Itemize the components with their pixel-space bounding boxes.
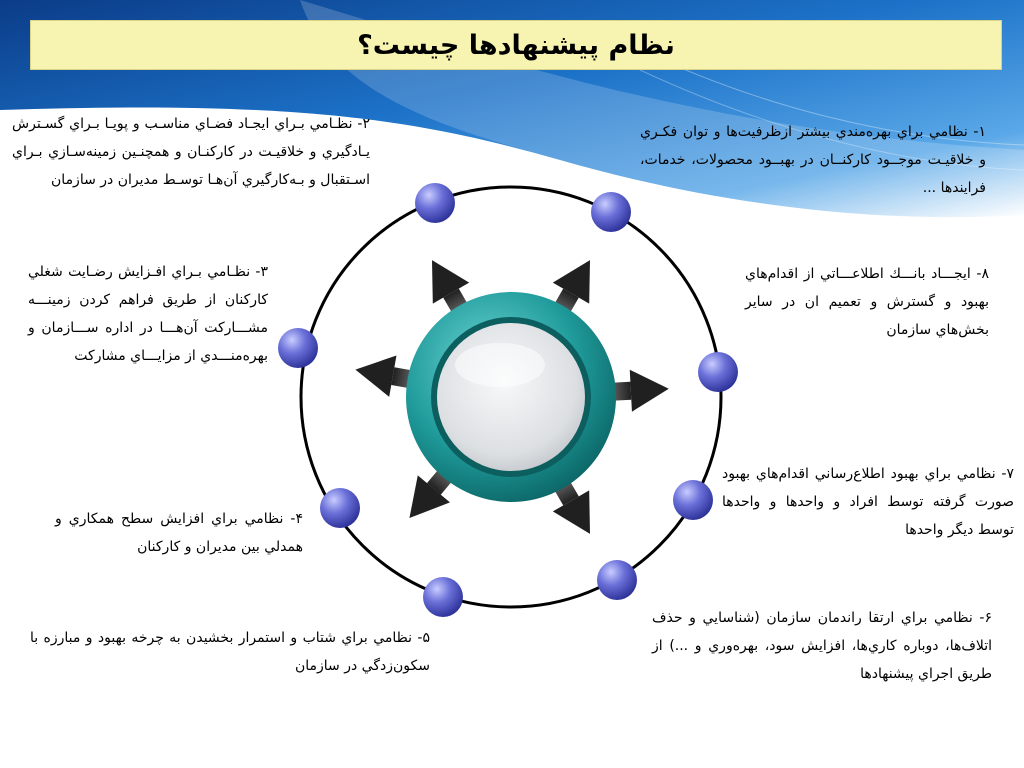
node-1 bbox=[591, 192, 631, 232]
item-4-text: ۴- نظامي براي افزايش سطح همكاري و همدلي بين مديران و كاركنان bbox=[55, 511, 303, 555]
node-2 bbox=[415, 183, 455, 223]
item-7-text: ۷- نظامي براي بهبود اطلاع‌رساني اقدام‌هاي بهبود صورت گرفته توسط افراد و واحدها و واحدها توسط ديگر واحدها bbox=[722, 466, 1014, 538]
node-6 bbox=[597, 560, 637, 600]
item-1-text: ۱- نظامي براي بهره‌مندي بيشتر ازظرفيت‌ها و توان فكـري و خلاقيـت موجــود كاركنــان در بهبــود محصولات، خدمات، فرايندها ... bbox=[640, 124, 986, 196]
page-title: نظام پيشنهادها چيست؟ bbox=[357, 29, 675, 61]
item-8-text: ۸- ايجـــاد بانـــك اطلاعـــاتي از اقدام‌هاي بهبود و گسترش و تعميم ان در ساير بخش‌هاي سازمان bbox=[745, 266, 989, 338]
item-6-text: ۶- نظامي براي ارتقا راندمان سازمان (شناسايي و حذف اتلاف‌ها، دوباره كاري‌ها، افزايش سود، بهره‌وري و ...) از طريق اجراي پيشنهادها bbox=[652, 610, 992, 682]
item-3-text: ۳- نظـامي بـراي افـزايش رضـايت شغلي كاركنان از طريق فراهم كردن زمينـــه مشـــاركت آن‌هـــا در اداره ســـازمان و بهره‌منـــدي از مزايـــاي مشاركت bbox=[28, 264, 268, 364]
node-7 bbox=[673, 480, 713, 520]
node-4 bbox=[320, 488, 360, 528]
node-8 bbox=[698, 352, 738, 392]
center-disc-highlight bbox=[455, 343, 545, 387]
item-5-text: ۵- نظامي براي شتاب و استمرار بخشيدن به چرخه بهبود و مبارزه با سكون‌زدگي در سازمان bbox=[30, 630, 430, 674]
node-5 bbox=[423, 577, 463, 617]
node-3 bbox=[278, 328, 318, 368]
item-2-text: ۲- نظـامي بـراي ايجـاد فضـاي مناسـب و پويـا بـراي گسـترش يـادگيري و خلاقيـت در كاركنـان و همچنـين زمينه‌سـازي بـراي اسـتقبال و بـه‌كارگيري آن‌هـا توسـط مديران در سازمان bbox=[12, 116, 370, 188]
